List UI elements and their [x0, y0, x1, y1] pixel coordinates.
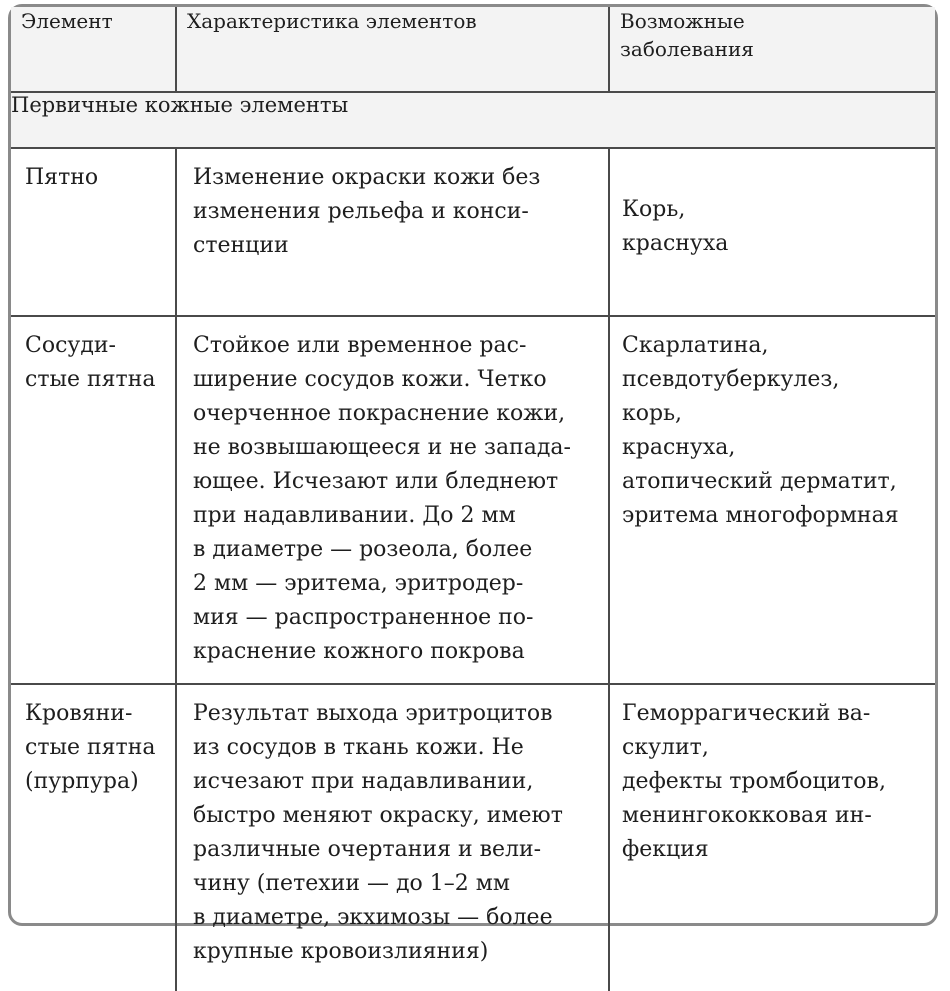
- table-row: [11, 316, 935, 684]
- row-element: Пятно: [11, 148, 176, 316]
- row-diseases: Геморрагический ва- скулит, дефекты тромбоцитов, менингококковая ин- фекция: [609, 684, 935, 991]
- table-frame: [8, 4, 938, 964]
- header-diseases: Возможные заболевания: [609, 7, 935, 92]
- row-element: Кровяни- стые пятна (пурпура): [11, 684, 176, 991]
- row-characteristic: Стойкое или временное рас- ширение сосудов кожи. Четко очерченное покраснение кожи, не возвышающееся и не запада- ющее. Исчезают или бледнеют при надавливании. До 2 мм в диаметре — розеола, более 2 мм — эритема, эритродер- мия — распространенное по- краснение кожного покрова: [176, 316, 609, 684]
- row-diseases: Корь, краснуха: [609, 148, 935, 316]
- row-characteristic: Результат выхода эритроцитов из сосудов в ткань кожи. Не исчезают при надавливании, быстро меняют окраску, имеют различные очертания и вели- чину (петехии — до 1–2 мм в диаметре, экхимозы — более крупные кровоизлияния): [176, 684, 609, 991]
- header-characteristic: Характеристика элементов: [176, 7, 609, 92]
- header-row: [11, 7, 935, 92]
- table-row: [11, 684, 935, 991]
- row-diseases: Скарлатина, псевдотуберкулез, корь, краснуха, атопический дерматит, эритема многоформная: [609, 316, 935, 684]
- header-element: Элемент: [11, 7, 176, 92]
- section-title: Первичные кожные элементы: [11, 92, 935, 148]
- skin-elements-table: [11, 7, 935, 991]
- section-row: [11, 92, 935, 148]
- table-row: [11, 148, 935, 316]
- row-element: Сосуди- стые пятна: [11, 316, 176, 684]
- row-characteristic: Изменение окраски кожи без изменения рельефа и конси- стенции: [176, 148, 609, 316]
